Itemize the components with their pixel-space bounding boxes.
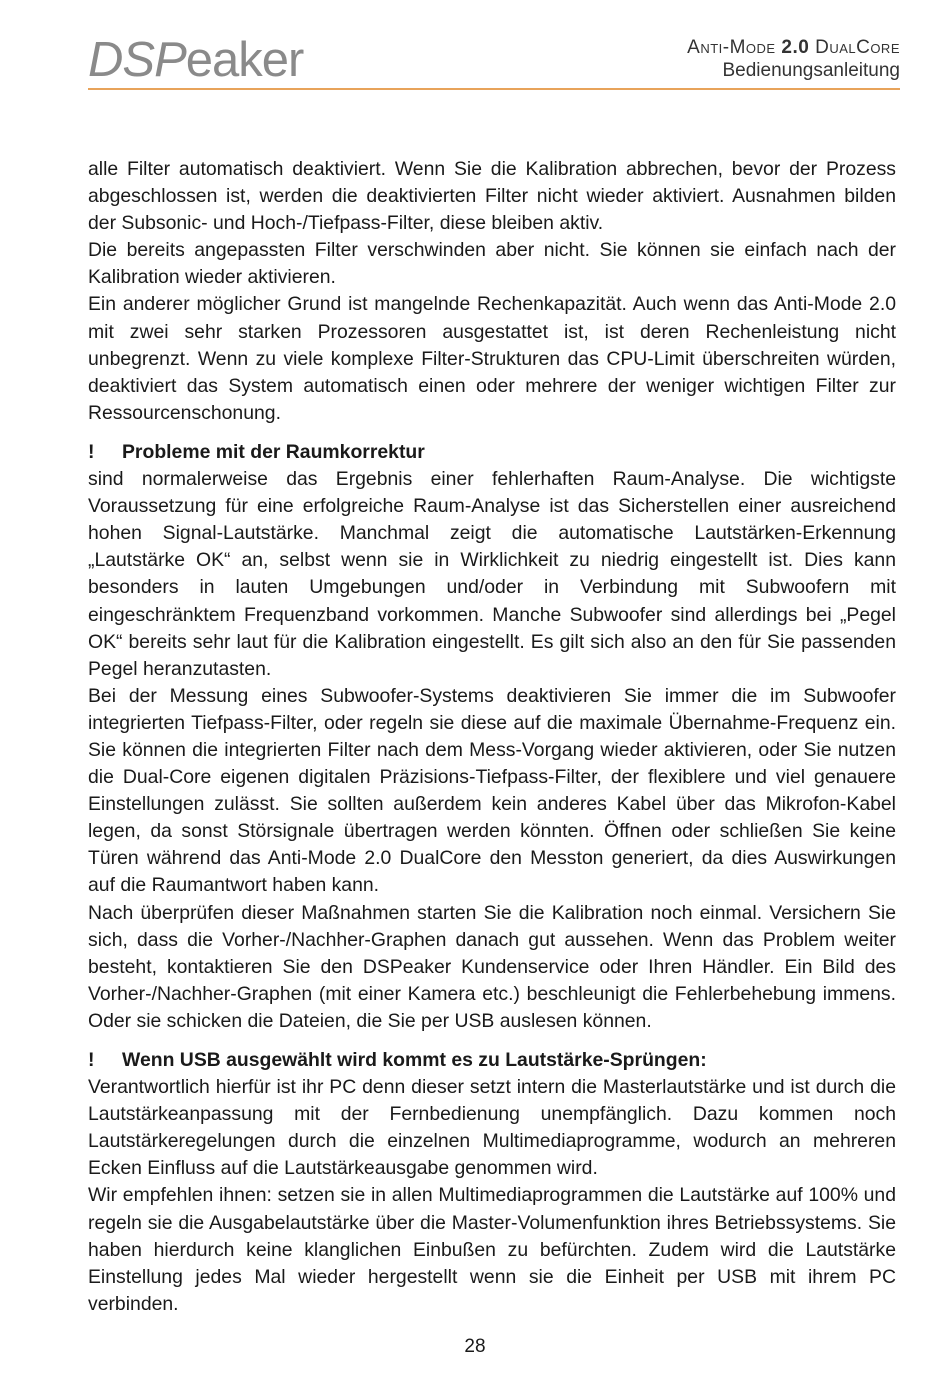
section-paragraph: sind normalerweise das Ergebnis einer fehlerhaften Raum-Analyse. Die wichtigste Voraussetzung für eine erfolgreiche Raum-Analyse ist das Sicherstellen einer ausreichend hohen Signal-Lautstärke. Manchmal zeigt die automatische Lautstärken-Erkennung „Lautstärke OK“ an, selbst wenn sie in Wirklichkeit zu niedrig eingestellt ist. Dies kann besonders in lauten Umgebungen und/oder in Verbindung mit Subwoofern mit eingeschränktem Frequenzband vorkommen. Manche Subwoofer sind allerdings bei „Pegel OK“ bereits sehr laut für die Kalibration eingestellt. Es gilt sich also an den für Sie passenden Pegel heranzutasten. (88, 468, 896, 680)
page-header (88, 28, 900, 90)
section-paragraph: Nach überprüfen dieser Maßnahmen starten Sie die Kalibration noch einmal. Versichern Sie sich, dass die Vorher-/Nachher-Graphen danach gut aussehen. Wenn das Problem weiter besteht, kontaktieren Sie den DSPeaker Kundenservice oder Ihren Händler. Ein Bild des Vorher-/Nachher-Graphen (mit einer Kamera etc.) beschleunigt die Fehlerbehebung immens. Oder sie schicken die Dateien, die Sie per USB auslesen können. (88, 901, 896, 1032)
section-paragraph: Bei der Messung eines Subwoofer-Systems deaktivieren Sie immer die im Subwoofer integrierten Tiefpass-Filter, oder regeln sie diese auf die maximale Übernahme-Frequenz ein. Sie können die integrierten Filter nach dem Mess-Vorgang wieder aktivieren, oder Sie nutzen die Dual-Core eigenen digitalen Präzisions-Tiefpass-Filter, der flexiblere und viel genauere Einstellungen zulässt. Sie sollten außerdem kein anderes Kabel über das Mikrofon-Kabel legen, da sonst Störsignale übertragen werden könnten. Öffnen oder schließen Sie keine Türen während das Anti-Mode 2.0 DualCore den Messton generiert, da dies Auswirkungen auf die Raumantwort haben kann. (88, 684, 896, 897)
section-heading-text: Wenn USB ausgewählt wird kommt es zu Lautstärke-Sprüngen: (122, 1049, 707, 1071)
product-title-b: DualCore (815, 37, 900, 58)
page-number: 28 (464, 1336, 486, 1357)
section-heading (88, 1047, 896, 1074)
exclamation-marker: ! (88, 440, 95, 463)
intro-block (88, 156, 896, 427)
exclamation-marker: ! (88, 1049, 95, 1071)
section-room-correction (88, 439, 896, 1035)
section-usb-volume (88, 1047, 896, 1318)
section-heading (88, 439, 896, 466)
intro-paragraph: Die bereits angepassten Filter verschwinden aber nicht. Sie können sie einfach nach der Kalibration wieder aktivieren. (88, 239, 896, 289)
header-info (687, 36, 900, 82)
logo-ds: DSP (88, 33, 186, 87)
document-subtitle: Bedienungsanleitung (722, 60, 900, 81)
logo-rest: eaker (185, 33, 304, 87)
intro-paragraph: Ein anderer möglicher Grund ist mangelnde Rechenkapazität. Auch wenn das Anti-Mode 2.0 mit zwei sehr starken Prozessoren ausgestattet ist, ist deren Rechenleistung nicht unbegrenzt. Wenn zu viele komplexe Filter-Strukturen das CPU-Limit überschreiten würden, deaktiviert das System automatisch einen oder mehrere der weniger wichtigen Filter zur Ressourcenschonung. (88, 293, 896, 424)
section-heading-text: Probleme mit der Raumkorrektur (122, 440, 425, 463)
page-body (88, 156, 896, 1318)
product-title (687, 36, 900, 59)
product-title-version: 2.0 (781, 37, 810, 58)
section-paragraph: Verantwortlich hierfür ist ihr PC denn dieser setzt intern die Masterlautstärke und ist durch die Lautstärkeanpassung mit der Fernbedienung unempfänglich. Dazu kommen noch Lautstärkeregelungen durch die einzelnen Multimediaprogramme, wodurch an mehreren Ecken Einfluss auf die Lautstärkeausgabe genommen wird. (88, 1076, 896, 1180)
product-title-a: Anti-Mode (687, 37, 776, 58)
section-paragraph: Wir empfehlen ihnen: setzen sie in allen Multimediaprogrammen die Lautstärke auf 100% und regeln sie die Ausgabelautstärke über die Master-Volumenfunktion ihres Betriebssystems. Sie haben hierdurch keine klanglichen Einbußen zu befürchten. Zudem wird die Lautstärke Einstellung jedes Mal wieder hergestellt wenn sie die Einheit per USB mit ihrem PC verbinden. (88, 1184, 896, 1315)
intro-paragraph: alle Filter automatisch deaktiviert. Wenn Sie die Kalibration abbrechen, bevor der Prozess abgeschlossen ist, werden die deaktivierten Filter nicht wieder aktiviert. Ausnahmen bilden der Subsonic- und Hoch-/Tiefpass-Filter, diese bleiben aktiv. (88, 158, 896, 235)
dspeaker-logo (88, 30, 303, 90)
